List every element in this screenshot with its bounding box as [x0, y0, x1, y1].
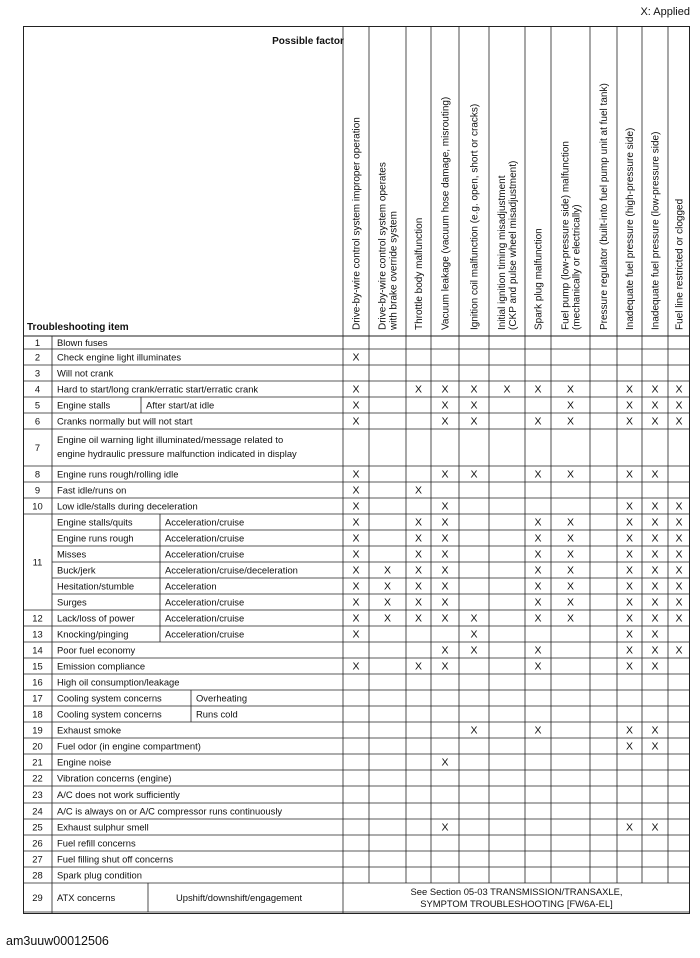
row-number: 29 — [32, 891, 43, 903]
applied-mark: X — [352, 516, 360, 529]
item-text: engine hydraulic pressure malfunction indicated in display — [57, 448, 297, 459]
item-text: Fuel filling shut off concerns — [57, 853, 174, 865]
row-number: 20 — [32, 740, 43, 752]
applied-mark: X — [625, 628, 634, 641]
applied-mark: X — [651, 399, 659, 412]
applied-mark: X — [625, 644, 634, 657]
applied-mark: X — [352, 612, 360, 625]
applied-mark: X — [625, 612, 634, 625]
item-text: Poor fuel economy — [57, 644, 136, 656]
applied-mark: X — [675, 564, 683, 577]
applied-mark: X — [441, 468, 449, 481]
applied-mark: X — [675, 516, 683, 529]
applied-mark: X — [441, 564, 449, 577]
applied-mark: X — [651, 516, 659, 529]
factor-header: Inadequate fuel pressure (high-pressure side) — [625, 127, 636, 330]
item-text: Engine runs rough/rolling idle — [57, 468, 179, 480]
factor-header: Fuel line restricted or clogged — [674, 198, 686, 330]
row-number: 22 — [32, 772, 43, 784]
applied-mark: X — [441, 580, 449, 593]
condition-text: Acceleration/cruise — [165, 532, 245, 544]
item-text: Lack/loss of power — [57, 612, 135, 624]
applied-mark: X — [534, 564, 542, 577]
item-text: Exhaust smoke — [57, 724, 122, 736]
applied-mark: X — [470, 415, 478, 428]
troubleshooting-table — [23, 26, 690, 914]
applied-mark: X — [675, 532, 683, 545]
applied-mark: X — [441, 383, 449, 396]
applied-mark: X — [383, 612, 392, 625]
factor-header: (mechanically or electrically) — [571, 204, 583, 330]
possible-factor-label: Possible factor — [272, 36, 344, 47]
factor-header: Pressure regulator (built-into fuel pump unit at fuel tank) — [599, 83, 610, 330]
applied-mark: X — [625, 548, 634, 561]
applied-mark: X — [534, 383, 542, 396]
item-text: Misses — [57, 548, 87, 560]
item-text: Cooling system concerns — [57, 692, 162, 704]
item-text: Fuel odor (in engine compartment) — [57, 740, 201, 752]
row-number: 13 — [32, 628, 43, 640]
item-text: Buck/jerk — [57, 564, 96, 576]
condition-text: Acceleration/cruise — [165, 548, 245, 560]
applied-mark: X — [441, 500, 449, 513]
applied-mark: X — [651, 580, 659, 593]
applied-mark: X — [414, 580, 423, 593]
factor-header: with brake override system — [388, 211, 400, 330]
applied-mark: X — [470, 644, 478, 657]
applied-mark: X — [352, 580, 360, 593]
item-text: Exhaust sulphur smell — [57, 821, 149, 833]
applied-mark: X — [352, 660, 360, 673]
applied-mark: X — [675, 548, 683, 561]
applied-mark: X — [414, 484, 423, 497]
applied-mark: X — [534, 596, 542, 609]
applied-mark: X — [414, 532, 423, 545]
item-text: Vibration concerns (engine) — [57, 772, 172, 784]
applied-mark: X — [625, 532, 634, 545]
item-text: ATX concerns — [57, 891, 116, 903]
condition-text: Acceleration/cruise — [165, 596, 245, 608]
row-number: 16 — [32, 676, 43, 688]
applied-mark: X — [566, 596, 575, 609]
item-text: Engine oil warning light illuminated/message related to — [57, 434, 284, 445]
item-text: Engine stalls/quits — [57, 516, 133, 528]
factor-header: Drive-by-wire control system improper operation — [351, 117, 363, 330]
applied-mark: X — [414, 612, 423, 625]
factor-header: (CKP and pulse wheel misadjustment) — [508, 160, 519, 330]
applied-mark: X — [414, 516, 423, 529]
applied-mark: X — [352, 383, 360, 396]
applied-mark: X — [352, 596, 360, 609]
applied-mark: X — [625, 468, 634, 481]
applied-mark: X — [352, 415, 360, 428]
applied-mark: X — [441, 532, 449, 545]
applied-mark: X — [534, 548, 542, 561]
applied-mark: X — [566, 564, 575, 577]
applied-mark: X — [651, 383, 659, 396]
item-text: Knocking/pinging — [57, 628, 129, 640]
applied-mark: X — [566, 532, 575, 545]
applied-mark: X — [651, 724, 659, 737]
applied-mark: X — [566, 612, 575, 625]
row-number: 12 — [32, 612, 43, 624]
applied-mark: X — [470, 628, 478, 641]
applied-mark: X — [651, 644, 659, 657]
condition-text: Overheating — [196, 692, 248, 704]
applied-mark: X — [651, 740, 659, 753]
condition-text: Acceleration/cruise/deceleration — [165, 564, 298, 576]
row-number: 24 — [32, 805, 43, 817]
row-number: 3 — [34, 367, 41, 379]
applied-mark: X — [534, 516, 542, 529]
item-text: Engine noise — [57, 756, 112, 768]
applied-mark: X — [625, 660, 634, 673]
item-text: Fuel refill concerns — [57, 837, 136, 849]
applied-mark: X — [414, 564, 423, 577]
applied-mark: X — [352, 399, 360, 412]
applied-mark: X — [352, 628, 360, 641]
applied-mark: X — [566, 383, 575, 396]
applied-mark: X — [675, 596, 683, 609]
applied-mark: X — [651, 612, 659, 625]
figure-id: am3uuw00012506 — [6, 934, 109, 948]
applied-mark: X — [651, 821, 659, 834]
applied-mark: X — [352, 500, 360, 513]
row-number: 4 — [34, 383, 41, 395]
applied-mark: X — [566, 468, 575, 481]
row-number: 26 — [32, 837, 43, 849]
applied-mark: X — [675, 580, 683, 593]
item-text: Engine runs rough — [57, 532, 134, 544]
troubleshooting-item-label: Troubleshooting item — [27, 322, 129, 333]
applied-mark: X — [651, 415, 659, 428]
applied-mark: X — [352, 564, 360, 577]
condition-text: Upshift/downshift/engagement — [176, 891, 303, 903]
applied-mark: X — [441, 660, 449, 673]
applied-mark: X — [625, 500, 634, 513]
item-text: Will not crank — [57, 367, 114, 379]
applied-mark: X — [651, 500, 659, 513]
factor-header: Throttle body malfunction — [414, 217, 425, 330]
applied-mark: X — [441, 516, 449, 529]
factor-header: Spark plug malfunction — [533, 228, 545, 330]
applied-mark: X — [651, 628, 659, 641]
applied-mark: X — [675, 612, 683, 625]
applied-mark: X — [651, 660, 659, 673]
applied-mark: X — [414, 660, 423, 673]
applied-mark: X — [352, 484, 360, 497]
applied-mark: X — [441, 415, 449, 428]
legend: X: Applied — [640, 6, 690, 18]
applied-mark: X — [675, 415, 683, 428]
applied-mark: X — [651, 548, 659, 561]
condition-text: After start/at idle — [146, 399, 215, 411]
row-number: 2 — [34, 351, 41, 363]
applied-mark: X — [625, 821, 634, 834]
row-number: 6 — [34, 415, 41, 427]
factor-header: Fuel pump (low-pressure side) malfunction — [560, 141, 572, 330]
applied-mark: X — [534, 468, 542, 481]
applied-mark: X — [651, 532, 659, 545]
row-number: 8 — [34, 468, 41, 480]
applied-mark: X — [566, 580, 575, 593]
item-text: Cranks normally but will not start — [57, 415, 193, 427]
row-number: 28 — [32, 869, 43, 881]
row-number: 25 — [32, 821, 43, 833]
applied-mark: X — [566, 548, 575, 561]
item-text: Hesitation/stumble — [57, 580, 135, 592]
row-number: 27 — [32, 853, 43, 865]
applied-mark: X — [470, 468, 478, 481]
factor-header: Drive-by-wire control system operates — [377, 162, 389, 330]
section-reference: See Section 05-03 TRANSMISSION/TRANSAXLE, — [410, 886, 623, 897]
applied-mark: X — [566, 399, 575, 412]
item-text: Spark plug condition — [57, 869, 142, 881]
applied-mark: X — [441, 548, 449, 561]
applied-mark: X — [625, 740, 634, 753]
item-text: Hard to start/long crank/erratic start/erratic crank — [57, 383, 259, 395]
applied-mark: X — [503, 383, 511, 396]
item-text: Emission compliance — [57, 660, 146, 672]
applied-mark: X — [651, 596, 659, 609]
factor-header: Ignition coil malfunction (e.g. open, short or cracks) — [469, 103, 481, 330]
applied-mark: X — [534, 660, 542, 673]
applied-mark: X — [534, 612, 542, 625]
row-number: 11 — [32, 556, 43, 568]
applied-mark: X — [470, 399, 478, 412]
condition-text: Acceleration/cruise — [165, 628, 245, 640]
item-text: Surges — [57, 596, 87, 608]
item-text: High oil consumption/leakage — [57, 676, 180, 688]
item-text: Blown fuses — [57, 336, 108, 348]
applied-mark: X — [352, 468, 360, 481]
applied-mark: X — [534, 532, 542, 545]
item-text: A/C is always on or A/C compressor runs continuously — [57, 805, 283, 817]
row-number: 17 — [32, 692, 43, 704]
item-text: A/C does not work sufficiently — [57, 788, 180, 800]
applied-mark: X — [352, 351, 360, 364]
row-number: 1 — [34, 336, 41, 348]
item-text: Check engine light illuminates — [57, 351, 182, 363]
applied-mark: X — [566, 415, 575, 428]
item-text: Low idle/stalls during deceleration — [57, 500, 198, 512]
applied-mark: X — [675, 383, 683, 396]
applied-mark: X — [625, 415, 634, 428]
row-number: 18 — [32, 708, 43, 720]
applied-mark: X — [534, 580, 542, 593]
applied-mark: X — [534, 415, 542, 428]
applied-mark: X — [625, 596, 634, 609]
applied-mark: X — [675, 399, 683, 412]
applied-mark: X — [383, 580, 392, 593]
applied-mark: X — [470, 724, 478, 737]
applied-mark: X — [352, 532, 360, 545]
applied-mark: X — [534, 724, 542, 737]
condition-text: Acceleration — [165, 580, 217, 592]
applied-mark: X — [352, 548, 360, 561]
condition-text: Acceleration/cruise — [165, 612, 245, 624]
applied-mark: X — [414, 596, 423, 609]
applied-mark: X — [675, 500, 683, 513]
row-number: 9 — [34, 484, 41, 496]
applied-mark: X — [651, 468, 659, 481]
applied-mark: X — [675, 644, 683, 657]
applied-mark: X — [441, 821, 449, 834]
applied-mark: X — [441, 399, 449, 412]
applied-mark: X — [566, 516, 575, 529]
item-text: Engine stalls — [57, 399, 111, 411]
applied-mark: X — [625, 564, 634, 577]
applied-mark: X — [625, 580, 634, 593]
row-number: 7 — [34, 441, 41, 453]
applied-mark: X — [470, 612, 478, 625]
condition-text: Acceleration/cruise — [165, 516, 245, 528]
condition-text: Runs cold — [196, 708, 238, 720]
section-reference: SYMPTOM TROUBLESHOOTING [FW6A-EL] — [420, 898, 613, 909]
applied-mark: X — [383, 564, 392, 577]
row-number: 14 — [32, 644, 43, 656]
applied-mark: X — [625, 724, 634, 737]
applied-mark: X — [441, 612, 449, 625]
applied-mark: X — [534, 644, 542, 657]
applied-mark: X — [441, 596, 449, 609]
row-number: 23 — [32, 788, 43, 800]
applied-mark: X — [441, 644, 449, 657]
item-text: Cooling system concerns — [57, 708, 162, 720]
applied-mark: X — [470, 383, 478, 396]
row-number: 10 — [32, 500, 43, 512]
applied-mark: X — [625, 516, 634, 529]
factor-header: Vacuum leakage (vacuum hose damage, misrouting) — [440, 96, 452, 330]
factor-header: Initial ignition timing misadjustment — [497, 175, 508, 330]
row-number: 21 — [32, 756, 43, 768]
row-number: 5 — [34, 399, 41, 411]
applied-mark: X — [625, 383, 634, 396]
item-text: Fast idle/runs on — [57, 484, 127, 496]
applied-mark: X — [414, 548, 423, 561]
factor-header: Inadequate fuel pressure (low-pressure side) — [650, 131, 662, 330]
applied-mark: X — [625, 399, 634, 412]
applied-mark: X — [383, 596, 392, 609]
applied-mark: X — [441, 756, 449, 769]
row-number: 19 — [32, 724, 43, 736]
row-number: 15 — [32, 660, 43, 672]
applied-mark: X — [414, 383, 423, 396]
applied-mark: X — [651, 564, 659, 577]
